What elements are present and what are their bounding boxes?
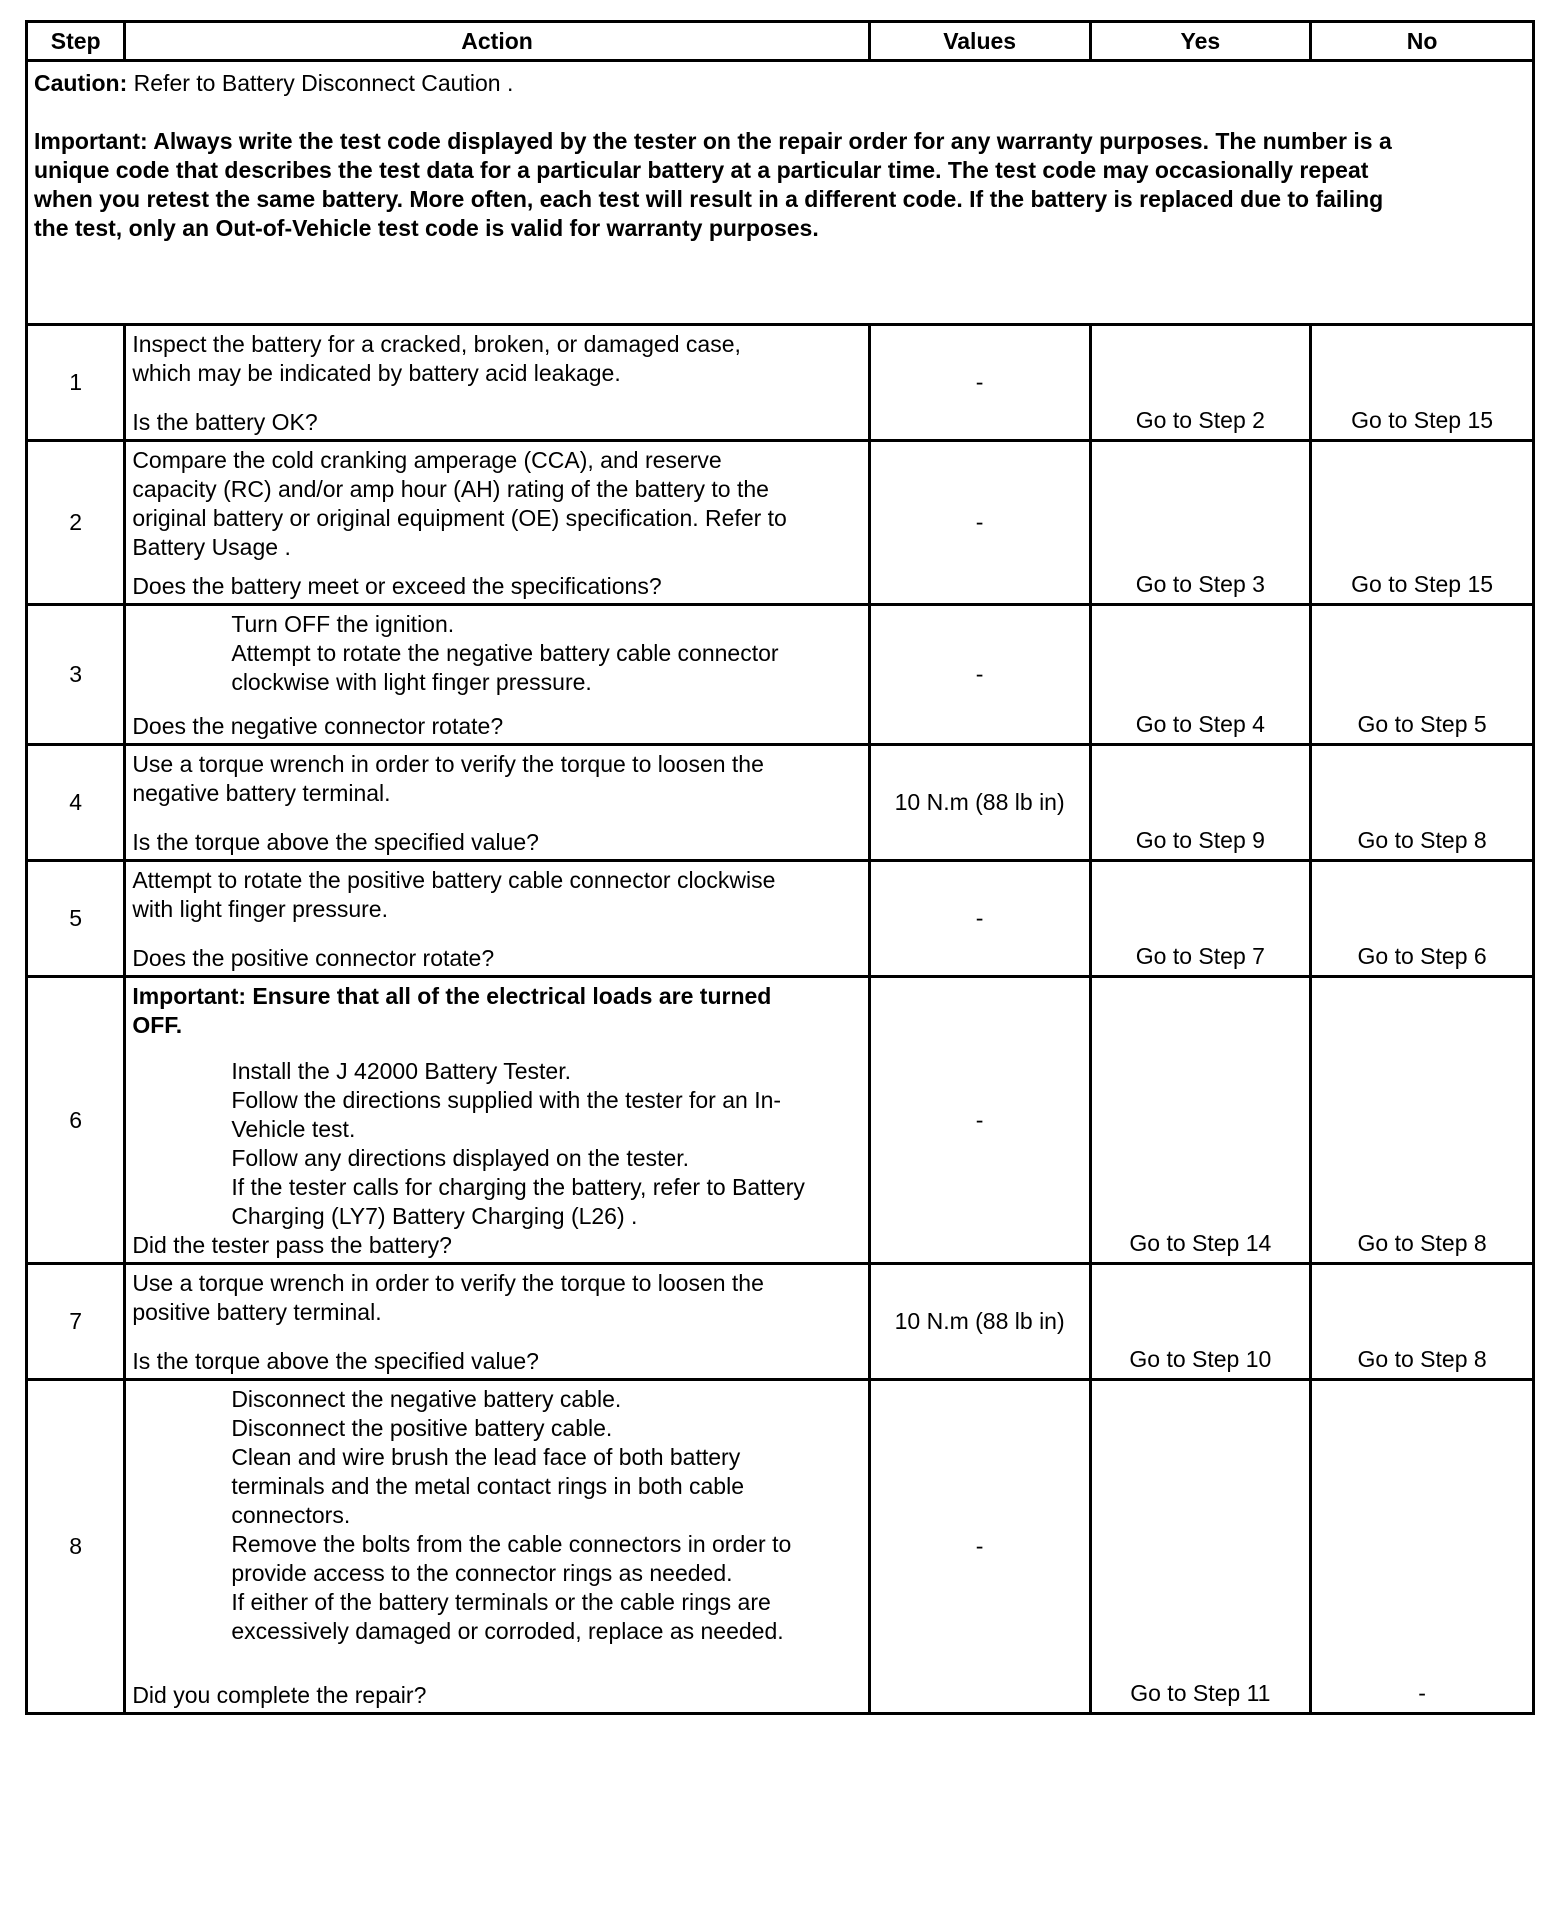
values-cell: 10 N.m (88 lb in) <box>869 745 1090 861</box>
action-line: connectors. <box>231 1502 351 1528</box>
action-cell <box>125 861 869 977</box>
important-line: OFF. <box>132 1012 183 1038</box>
step-number: 5 <box>27 861 125 977</box>
action-line: original battery or original equipment (OE) specification. Refer to <box>132 505 787 531</box>
important-line: unique code that describes the test data for a particular battery at a particular time. The test code may occasionally repeat <box>34 157 1369 183</box>
action-line: excessively damaged or corroded, replace as needed. <box>231 1618 784 1644</box>
action-line: If the tester calls for charging the battery, refer to Battery <box>231 1174 805 1200</box>
action-question: Did you complete the repair? <box>132 1682 427 1708</box>
action-question: Does the battery meet or exceed the specifications? <box>132 573 662 599</box>
action-line: Vehicle test. <box>231 1116 356 1142</box>
important-line: Important: Ensure that all of the electrical loads are turned <box>132 983 772 1009</box>
action-line: Turn OFF the ignition. <box>231 611 455 637</box>
important-line: the test, only an Out-of-Vehicle test code is valid for warranty purposes. <box>34 215 819 241</box>
yes-cell: Go to Step 11 <box>1090 1380 1311 1714</box>
action-line: Use a torque wrench in order to verify the torque to loosen the <box>132 751 764 777</box>
action-line: Attempt to rotate the negative battery cable connector <box>231 640 779 666</box>
step-number: 4 <box>27 745 125 861</box>
action-line: which may be indicated by battery acid leakage. <box>132 360 621 386</box>
no-cell: Go to Step 8 <box>1311 1264 1534 1380</box>
yes-cell: Go to Step 10 <box>1090 1264 1311 1380</box>
values-cell: - <box>869 1380 1090 1714</box>
values-cell: 10 N.m (88 lb in) <box>869 1264 1090 1380</box>
values-cell: - <box>869 861 1090 977</box>
step-number: 6 <box>27 977 125 1264</box>
action-line: terminals and the metal contact rings in both cable <box>231 1473 744 1499</box>
action-line: positive battery terminal. <box>132 1299 382 1325</box>
header-yes: Yes <box>1090 22 1311 61</box>
action-cell <box>125 977 869 1264</box>
action-cell <box>125 1264 869 1380</box>
action-question: Does the negative connector rotate? <box>132 713 504 739</box>
yes-cell: Go to Step 9 <box>1090 745 1311 861</box>
yes-cell: Go to Step 4 <box>1090 605 1311 745</box>
action-cell <box>125 605 869 745</box>
no-cell: Go to Step 15 <box>1311 325 1534 441</box>
action-line: clockwise with light finger pressure. <box>231 669 592 695</box>
action-line: Follow any directions displayed on the tester. <box>231 1145 690 1171</box>
action-cell <box>125 745 869 861</box>
action-line: negative battery terminal. <box>132 780 391 806</box>
header-action: Action <box>125 22 869 61</box>
step-row-1 <box>27 325 1534 441</box>
action-line: capacity (RC) and/or amp hour (AH) rating of the battery to the <box>132 476 769 502</box>
values-cell: - <box>869 441 1090 605</box>
no-cell: Go to Step 8 <box>1311 977 1534 1264</box>
yes-cell: Go to Step 2 <box>1090 325 1311 441</box>
no-cell: Go to Step 8 <box>1311 745 1534 861</box>
no-cell: Go to Step 15 <box>1311 441 1534 605</box>
action-line: Disconnect the negative battery cable. <box>231 1386 622 1412</box>
action-line: Use a torque wrench in order to verify the torque to loosen the <box>132 1270 764 1296</box>
action-line: Battery Usage . <box>132 534 291 560</box>
action-line: Attempt to rotate the positive battery cable connector clockwise <box>132 867 776 893</box>
action-question: Did the tester pass the battery? <box>132 1232 452 1258</box>
values-cell: - <box>869 977 1090 1264</box>
header-no: No <box>1311 22 1534 61</box>
step-row-4 <box>27 745 1534 861</box>
step-number: 3 <box>27 605 125 745</box>
yes-cell: Go to Step 3 <box>1090 441 1311 605</box>
important-line: Important: Always write the test code displayed by the tester on the repair order for any warranty purposes. The number is a <box>34 128 1392 154</box>
step-row-6 <box>27 977 1534 1264</box>
yes-cell: Go to Step 7 <box>1090 861 1311 977</box>
action-cell <box>125 325 869 441</box>
caution-label: Caution: <box>34 70 128 96</box>
action-line: Follow the directions supplied with the tester for an In- <box>231 1087 782 1113</box>
action-line: provide access to the connector rings as needed. <box>231 1560 733 1586</box>
action-line: Compare the cold cranking amperage (CCA), and reserve <box>132 447 722 473</box>
caution-row <box>27 61 1534 325</box>
step-row-2 <box>27 441 1534 605</box>
header-row <box>27 22 1534 61</box>
header-step: Step <box>27 22 125 61</box>
step-row-5 <box>27 861 1534 977</box>
action-line: Remove the bolts from the cable connectors in order to <box>231 1531 792 1557</box>
action-line: Charging (LY7) Battery Charging (L26) . <box>231 1203 638 1229</box>
action-line: If either of the battery terminals or the cable rings are <box>231 1589 771 1615</box>
action-cell <box>125 441 869 605</box>
no-cell: - <box>1311 1380 1534 1714</box>
no-cell: Go to Step 6 <box>1311 861 1534 977</box>
no-cell: Go to Step 5 <box>1311 605 1534 745</box>
yes-cell: Go to Step 14 <box>1090 977 1311 1264</box>
step-number: 8 <box>27 1380 125 1714</box>
step-number: 2 <box>27 441 125 605</box>
action-line: Inspect the battery for a cracked, broken, or damaged case, <box>132 331 741 357</box>
step-row-3 <box>27 605 1534 745</box>
diagnostic-table <box>25 20 1535 1715</box>
action-question: Is the torque above the specified value? <box>132 1348 539 1374</box>
caution-text: Refer to Battery Disconnect Caution . <box>127 70 514 96</box>
action-line: Clean and wire brush the lead face of both battery <box>231 1444 741 1470</box>
step-number: 1 <box>27 325 125 441</box>
action-cell <box>125 1380 869 1714</box>
step-number: 7 <box>27 1264 125 1380</box>
values-cell: - <box>869 605 1090 745</box>
action-question: Is the battery OK? <box>132 409 318 435</box>
action-question: Is the torque above the specified value? <box>132 829 539 855</box>
caution-line <box>34 69 1526 98</box>
values-cell: - <box>869 325 1090 441</box>
action-question: Does the positive connector rotate? <box>132 945 495 971</box>
step-row-8 <box>27 1380 1534 1714</box>
important-line: when you retest the same battery. More often, each test will result in a different code. If the battery is replaced due to failing <box>34 186 1384 212</box>
step-row-7 <box>27 1264 1534 1380</box>
important-note <box>34 127 1526 243</box>
header-values: Values <box>869 22 1090 61</box>
spacer <box>132 1040 861 1057</box>
action-line: Disconnect the positive battery cable. <box>231 1415 613 1441</box>
caution-note <box>27 61 1534 325</box>
action-line: with light finger pressure. <box>132 896 388 922</box>
action-line: Install the J 42000 Battery Tester. <box>231 1058 571 1084</box>
